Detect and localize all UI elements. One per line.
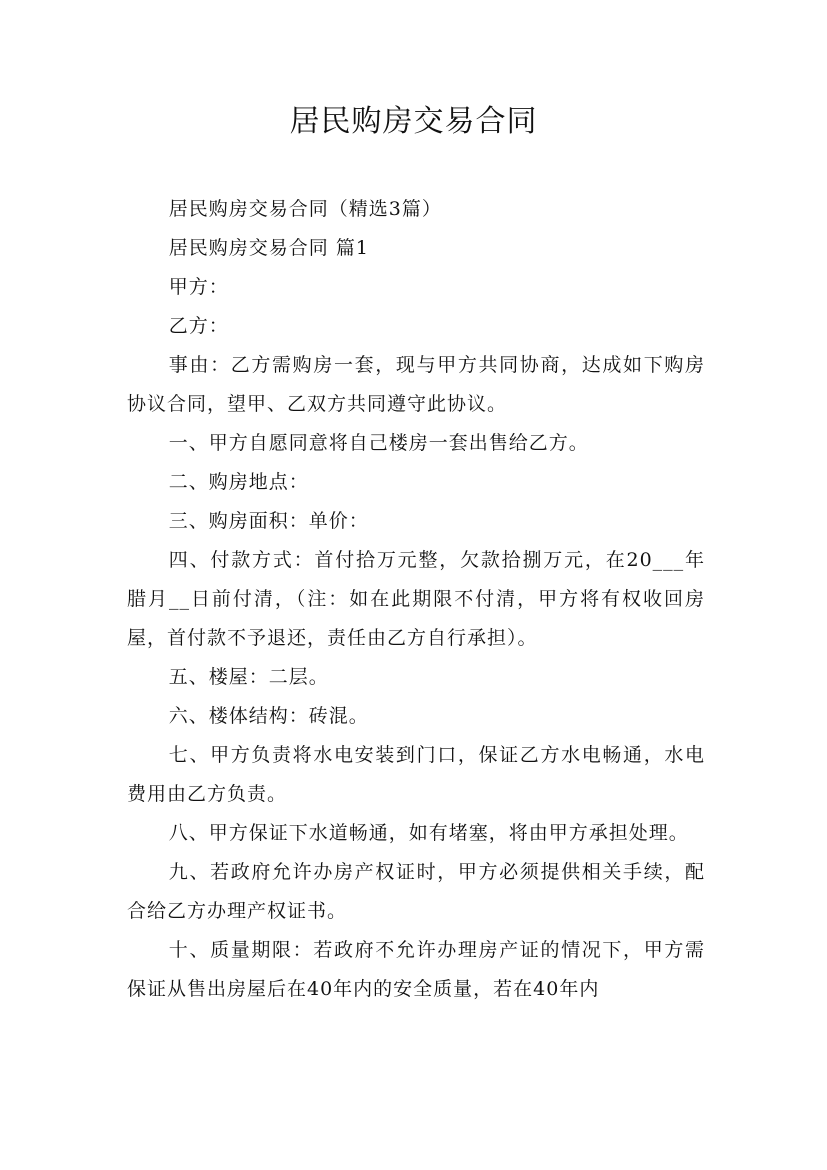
clause-9: 九、若政府允许办房产权证时，甲方必须提供相关手续，配合给乙方办理产权证书。 [127,861,705,922]
paragraph-party-a: 甲方： [168,276,229,298]
clause-8: 八、甲方保证下水道畅通，如有堵塞，将由甲方承担处理。 [168,822,689,844]
clause-6: 六、楼体结构：砖混。 [168,705,369,727]
paragraph-section-heading: 居民购房交易合同 篇1 [168,237,369,259]
paragraph-subtitle: 居民购房交易合同（精选3篇） [168,198,442,220]
clause-5: 五、楼屋：二层。 [168,666,329,688]
clause-1: 一、甲方自愿同意将自己楼房一套出售给乙方。 [168,432,589,454]
paragraph-party-b: 乙方： [168,315,229,337]
document-body [127,190,705,1009]
clause-4: 四、付款方式：首付拾万元整，欠款拾捌万元，在20___年腊月__日前付清，（注：如在此期限不付清，甲方将有权收回房屋，首付款不予退还，责任由乙方自行承担）。 [127,549,705,649]
clause-7: 七、甲方负责将水电安装到门口，保证乙方水电畅通，水电费用由乙方负责。 [127,744,705,805]
clause-3: 三、购房面积：单价： [168,510,369,532]
clause-2: 二、购房地点： [168,471,309,493]
paragraph-reason: 事由：乙方需购房一套，现与甲方共同协商，达成如下购房协议合同，望甲、乙双方共同遵守此协议。 [127,354,705,415]
clause-10: 十、质量期限：若政府不允许办理房产证的情况下，甲方需保证从售出房屋后在40年内的安全质量，若在40年内 [127,939,705,1000]
document-title: 居民购房交易合同 [289,104,538,139]
